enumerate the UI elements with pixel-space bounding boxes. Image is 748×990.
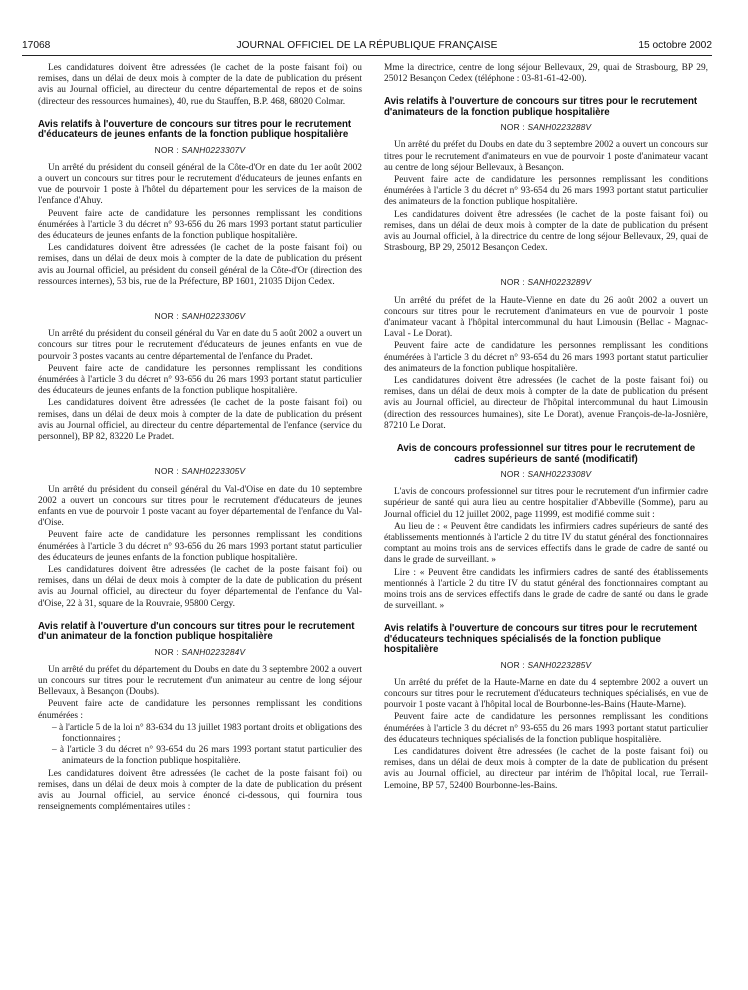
- section-heading: Avis relatifs à l'ouverture de concours sur titres pour le recrutement d'éducateurs techniques spécialisés de la fonction publique hospitalière: [384, 623, 698, 656]
- section-heading: Avis de concours professionnel sur titres pour le recrutement de cadres supérieurs de santé (modificatif): [396, 443, 696, 465]
- nor-reference: NOR : SANH0223288V: [500, 122, 592, 133]
- paragraph: Peuvent faire acte de candidature les personnes remplissant les conditions énumérées à l'article 3 du décret n° 93-654 du 26 mars 1993 portant statut particulier des animateurs de la fonction publique hospitalière.: [384, 175, 708, 208]
- paragraph: Les candidatures doivent être adressées (le cachet de la poste faisant foi) ou remises, dans un délai de deux mois à compter de la date de publication du présent avis au Journal officiel, au président du conseil général de la Côte-d'Or (direction des ressources internes), 53 bis, rue de la Préfecture, BP 1601, 21035 Dijon Cedex.: [38, 243, 362, 287]
- paragraph: Peuvent faire acte de candidature les personnes remplissant les conditions énumérées à l'article 3 du décret n° 93-656 du 26 mars 1993 portant statut particulier des éducateurs de jeunes enfants de la fonction publique hospitalière.: [38, 363, 362, 397]
- nor-reference: NOR : SANH0223307V: [154, 144, 246, 155]
- header-rule: [22, 55, 712, 56]
- paragraph: Les candidatures doivent être adressées (le cachet de la poste faisant foi) ou remises, dans un délai de deux mois à compter de la date de publication du présent avis au Journal officiel, au service énoncé ci-dessous, qui fournira tous renseignements complémentaires utiles :: [38, 768, 362, 813]
- paragraph: L'avis de concours professionnel sur titres pour le recrutement d'un infirmier cadre supérieur de santé qui aura lieu au centre hospitalier d'Abbeville (Somme), paru au Journal officiel du 12 juillet 2002, page 11999, est modifié comme suit :: [384, 487, 708, 520]
- paragraph: Un arrêté du président du conseil général du Val-d'Oise en date du 10 septembre 2002 a ouvert un concours sur titres pour le recrutement d'éducateurs de jeunes enfants en vue de pourvoir 1 poste vacant au foyer départemental de l'enfance du Val-d'Oise.: [38, 484, 362, 529]
- nor-reference: NOR : SANH0223284V: [154, 646, 246, 657]
- conditions-list: [38, 723, 362, 768]
- paragraph: Lire : « Peuvent être candidats les infirmiers cadres de santé des établissements mentionnés à l'article 2 du titre IV du statut général des fonctionnaires comptant au moins trois ans de services effectifs dans le grade de cadre de santé ou dans le grade de surveillant. »: [384, 567, 708, 612]
- issue-date: 15 octobre 2002: [638, 40, 712, 51]
- right-column: [384, 63, 708, 793]
- nor-reference: NOR : SANH0223305V: [154, 466, 246, 477]
- paragraph: Peuvent faire acte de candidature les personnes remplissant les conditions énumérées :: [38, 699, 362, 721]
- journal-title: JOURNAL OFFICIEL DE LA RÉPUBLIQUE FRANÇAISE: [236, 40, 498, 51]
- nor-reference: NOR : SANH0223308V: [500, 468, 592, 479]
- section-heading: Avis relatifs à l'ouverture de concours sur titres pour le recrutement d'éducateurs de jeunes enfants de la fonction publique hospitalière: [38, 118, 352, 141]
- nor-reference: NOR : SANH0223285V: [500, 659, 592, 670]
- list-item: – à l'article 3 du décret n° 93-654 du 26 mars 1993 portant statut particulier des animateurs de la fonction publique hospitalière.: [52, 745, 362, 767]
- intro-paragraph: Les candidatures doivent être adressées (le cachet de la poste faisant foi) ou remises, dans un délai de deux mois à compter de la date de publication du présent avis au Journal officiel, au directeur du centre départemental de repos et de soins (directeur des ressources humaines), 40, rue du Stauffen, B.P. 468, 68020 Colmar.: [38, 63, 362, 107]
- nor-reference: NOR : SANH0223289V: [500, 277, 592, 288]
- paragraph: Un arrêté du président du conseil général de la Côte-d'Or en date du 1er août 2002 a ouvert un concours sur titres pour le recrutement d'éducateurs de jeunes enfants en vue de pourvoir 1 poste à l'hôtel du département pour les services de la maison de l'enfance d'Ahuy.: [38, 162, 362, 207]
- paragraph: Un arrêté du préfet de la Haute-Marne en date du 4 septembre 2002 a ouvert un concours sur titres pour le recrutement d'éducateurs techniques spécialisés, en vue de pourvoir 1 poste vacant à l'hôpital local de Bourbonne-les-Bains (Haute-Marne).: [384, 677, 708, 711]
- paragraph: Peuvent faire acte de candidature les personnes remplissant les conditions énumérées à l'article 3 du décret n° 93-655 du 26 mars 1993 portant statut particulier des éducateurs techniques spécialisés de la fonction publique hospitalière.: [384, 712, 708, 745]
- list-item: – à l'article 5 de la loi n° 83-634 du 13 juillet 1983 portant droits et obligations des fonctionnaires ;: [52, 723, 362, 745]
- paragraph: Un arrêté du préfet du Doubs en date du 3 septembre 2002 a ouvert un concours sur titres pour le recrutement d'animateurs en vue de pourvoir 1 poste d'animateur vacant au centre de long séjour Bellevaux, à Besançon.: [384, 140, 708, 173]
- paragraph: Les candidatures doivent être adressées (le cachet de la poste faisant foi) ou remises, dans un délai de deux mois à compter de la date de publication du présent avis au Journal officiel, au directeur de l'hôpital intercommunal du haut Limousin (direction des ressources humaines), site Le Dorat), avenue François-de-la-Josnière, 87210 Le Dorat.: [384, 376, 708, 431]
- paragraph: Peuvent faire acte de candidature les personnes remplissant les conditions énumérées à l'article 3 du décret n° 93-656 du 26 mars 1993 portant statut particulier des éducateurs de jeunes enfants de la fonction publique hospitalière.: [38, 530, 362, 563]
- paragraph: Un arrêté du président du conseil général du Var en date du 5 août 2002 a ouvert un concours sur titres pour le recrutement d'éducateurs de jeunes enfants en vue de pourvoir 3 postes vacants au centre départemental de l'enfance du Pradet.: [38, 329, 362, 362]
- page-number: 17068: [22, 40, 51, 51]
- paragraph: Les candidatures doivent être adressées (le cachet de la poste faisant foi) ou remises, dans un délai de deux mois à compter de la date de publication du présent avis au Journal officiel, à la directrice du centre de long séjour Bellevaux, 29, quai de Strasbourg, BP 29, 25012 Besançon Cedex.: [384, 209, 708, 254]
- page-header: [22, 40, 712, 54]
- left-column: [38, 63, 362, 814]
- nor-reference: NOR : SANH0223306V: [154, 311, 246, 322]
- section-heading: Avis relatifs à l'ouverture de concours sur titres pour le recrutement d'animateurs de la fonction publique hospitalière: [384, 96, 698, 118]
- section-heading: Avis relatif à l'ouverture d'un concours sur titres pour le recrutement d'un animateur de la fonction publique hospitalière: [38, 620, 355, 643]
- paragraph: Peuvent faire acte de candidature les personnes remplissant les conditions énumérées à l'article 3 du décret n° 93-656 du 26 mars 1993 portant statut particulier des éducateurs de jeunes enfants de la fonction publique hospitalière.: [38, 208, 362, 242]
- paragraph: Un arrêté du préfet du département du Doubs en date du 3 septembre 2002 a ouvert un concours sur titres pour le recrutement d'un animateur au centre de long séjour Bellevaux, à Besançon (Doubs).: [38, 664, 362, 698]
- paragraph: Au lieu de : « Peuvent être candidats les infirmiers cadres supérieurs de santé des établissements mentionnés à l'article 2 du titre IV du statut général des fonctionnaires comptant au moins trois ans de services effectifs dans le grade de cadre de santé ou dans le grade de surveillant. »: [384, 521, 708, 566]
- paragraph: Peuvent faire acte de candidature les personnes remplissant les conditions énumérées à l'article 3 du décret n° 93-654 du 26 mars 1993 portant statut particulier des animateurs de la fonction publique hospitalière.: [384, 341, 708, 374]
- paragraph: Les candidatures doivent être adressées (le cachet de la poste faisant foi) ou remises, dans un délai de deux mois à compter de la date de publication du présent avis au Journal officiel, au directeur du foyer départemental de l'enfance du Val-d'Oise, 22 à 31, square de la Rouvraie, 95800 Cergy.: [38, 564, 362, 609]
- paragraph: Les candidatures doivent être adressées (le cachet de la poste faisant foi) ou remises, dans un délai de deux mois à compter de la date de publication du présent avis au Journal officiel, au directeur du centre départemental de l'enfance (service du personnel), BP 82, 83220 Le Pradet.: [38, 398, 362, 443]
- paragraph: Les candidatures doivent être adressées (le cachet de la poste faisant foi) ou remises, dans un délai de deux mois à compter de la date de publication du présent avis au Journal officiel, au directeur par intérim de l'hôpital local, rue Terrail-Lemoine, BP 57, 52400 Bourbonne-les-Bains.: [384, 746, 708, 791]
- paragraph: Un arrêté du préfet de la Haute-Vienne en date du 26 août 2002 a ouvert un concours sur titres pour le recrutement d'animateurs en vue de pourvoir 1 poste d'animateur vacant à l'hôpital intercommunal du haut Limousin (Bellac - Magnac-Laval - Le Dorat).: [384, 295, 708, 340]
- intro-paragraph: Mme la directrice, centre de long séjour Bellevaux, 29, quai de Strasbourg, BP 29, 25012 Besançon Cedex (téléphone : 03-81-61-42-00).: [384, 63, 708, 85]
